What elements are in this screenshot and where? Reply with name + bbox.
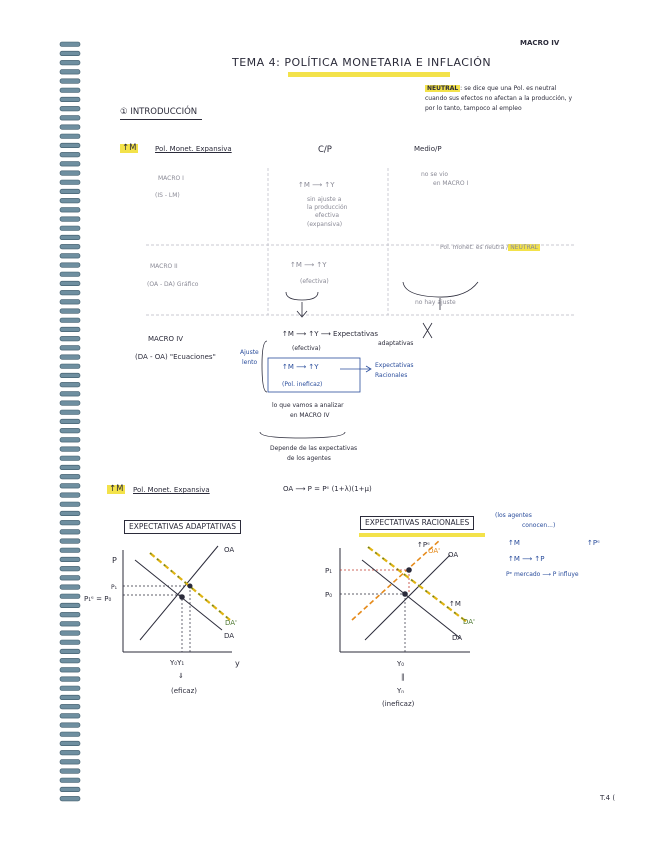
column-mp-header: Medio/P: [414, 145, 442, 153]
column-cp-header: C/P: [318, 145, 332, 155]
row3-adaptive-chain: ↑M ⟶ ↑Y ⟶ Expectativas: [282, 330, 378, 338]
row3-label: MACRO IV: [148, 335, 184, 343]
right-da2-label: DA': [463, 618, 475, 626]
right-oa-label: OA: [448, 551, 459, 559]
right-y0-label: Y₀: [397, 660, 405, 668]
row2-cp-note: (efectiva): [300, 278, 329, 285]
rational-expectations-box: EXPECTATIVAS RACIONALES: [360, 516, 474, 530]
intro-table-lines: [146, 168, 575, 315]
row1-model: (IS - LM): [155, 192, 180, 199]
rational-side-pe: ↑Pᵉ: [587, 539, 601, 547]
rational-side-mp: ↑M ⟶ ↑P: [508, 555, 545, 563]
adaptive-graph-labels: [84, 546, 240, 695]
rational-side-note1: (los agentes: [495, 512, 532, 519]
row3-model: (DA - OA) "Ecuaciones": [135, 353, 216, 361]
row3-rational-label2: Racionales: [375, 372, 408, 379]
left-da2-label: DA': [225, 619, 237, 627]
right-da-label: DA: [452, 634, 463, 642]
right-p0-label: P₀: [325, 591, 333, 599]
rational-graph-labels: [325, 541, 475, 708]
row3-adaptive-effective: (efectiva): [292, 345, 321, 352]
right-pe-label: ↑Pᵉ: [417, 541, 431, 549]
rational-side-note3: Pᵉ mercado ⟶ P influye: [506, 571, 579, 578]
right-yn-label: Yₙ: [397, 687, 405, 695]
left-effective: (eficaz): [171, 687, 197, 695]
row1-cp-note2: la producción: [307, 204, 348, 211]
row1-cp-effect: ↑M ⟶ ↑Y: [298, 181, 335, 189]
course-label: MACRO IV: [520, 39, 560, 47]
left-y-axis-label: y: [235, 659, 240, 668]
page-number: T.4 (: [600, 794, 616, 802]
row3-brace-note2: de los agentes: [287, 455, 331, 462]
row3-analysis-note2: en MACRO IV: [290, 412, 330, 419]
row3-adaptive-label: adaptativas: [378, 340, 414, 347]
right-equals: ‖: [401, 673, 405, 681]
left-oa-label: OA: [224, 546, 235, 554]
row3-side-note1: Ajuste: [240, 349, 259, 356]
row1-cp-note4: (expansiva): [307, 221, 343, 228]
row2-cp-effect: ↑M ⟶ ↑Y: [290, 261, 327, 269]
rational-side-note2: conocen...): [522, 522, 556, 529]
adaptive-graph: [123, 546, 235, 652]
left-da-label: DA: [224, 632, 235, 640]
left-pe-label: P₁ᵉ = P₀: [84, 595, 112, 603]
row3-rational-chain: ↑M ⟶ ↑Y: [282, 363, 319, 371]
page-title: TEMA 4: POLÍTICA MONETARIA E INFLACIÓN: [232, 56, 492, 69]
left-y-levels: Y₀Y₁: [170, 659, 185, 667]
left-p-axis-label: P: [112, 556, 117, 565]
row1-cp-note3: efectiva: [315, 212, 340, 219]
row2-mp-note: Pol. monet. es neutra / NEUTRAL: [440, 244, 538, 251]
neutral-note: NEUTRAL : se dice que una Pol. es neutral: [427, 85, 557, 92]
row2-model: (OA - DA) Gráfico: [147, 281, 199, 288]
intro-connectors: [260, 282, 478, 438]
right-p1-label: P₁: [325, 567, 333, 575]
row1-mp-note2: en MACRO I: [433, 180, 469, 187]
increase-m-label-2: ↑M: [109, 484, 124, 494]
expansive-policy-label: Pol. Monet. Expansiva: [155, 145, 232, 153]
left-p1-label: P₁: [111, 584, 118, 591]
adaptive-expectations-box: EXPECTATIVAS ADAPTATIVAS: [124, 520, 241, 534]
row2-mp-note2: no hay ajuste: [415, 299, 456, 306]
expansive-policy-label-2: Pol. Monet. Expansiva: [133, 486, 210, 494]
row1-cp-note1: sin ajuste a: [307, 196, 342, 203]
row1-mp-note1: no se vio: [421, 171, 448, 178]
left-implies: ⇓: [178, 672, 184, 680]
row3-brace-note1: Depende de las expectativas: [270, 445, 358, 452]
rational-side-m: ↑M: [508, 539, 520, 547]
row3-analysis-note1: lo que vamos a analizar: [272, 402, 344, 409]
row3-rational-label1: Expectativas: [375, 362, 414, 369]
row2-label: MACRO II: [150, 263, 178, 270]
supply-equation: OA ⟶ P = Pᵉ (1+λ)(1+μ): [283, 485, 372, 493]
right-ineffective: (ineficaz): [382, 700, 415, 708]
neutral-note-line3: por lo tanto, tampoco al empleo: [425, 105, 522, 112]
section-intro-title: ① INTRODUCCIÓN: [120, 107, 198, 117]
right-m-label: ↑M: [449, 600, 461, 608]
row1-label: MACRO I: [158, 175, 184, 182]
right-oa2-label: OA': [428, 547, 441, 555]
increase-m-label: ↑M: [122, 143, 137, 153]
neutral-note-line2: cuando sus efectos no afectan a la producción, y: [425, 95, 573, 102]
row3-rational-ineffective: (Pol. ineficaz): [282, 381, 323, 388]
row3-side-note2: lento: [242, 359, 258, 366]
